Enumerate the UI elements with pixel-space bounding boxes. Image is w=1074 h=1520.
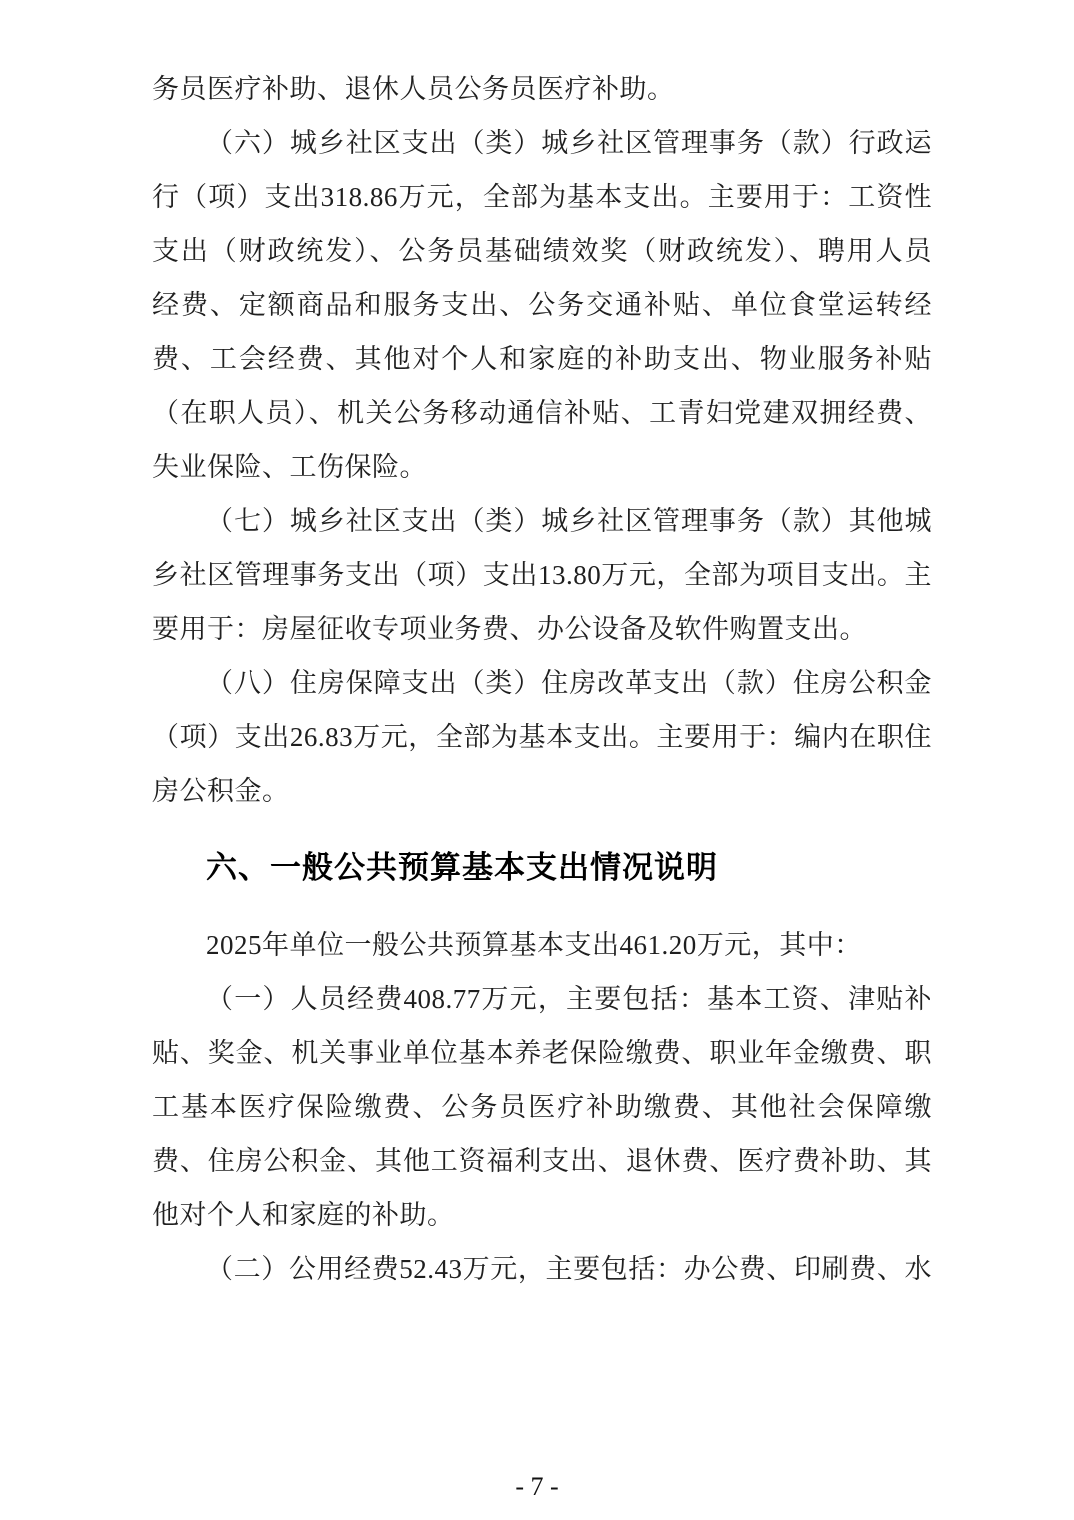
text-line: 贴、奖金、机关事业单位基本养老保险缴费、职业年金缴费、职 <box>152 1038 932 1068</box>
text-line: 2025年单位一般公共预算基本支出461.20万元，其中： <box>206 930 862 960</box>
text-line: 务员医疗补助、退休人员公务员医疗补助。 <box>152 74 675 104</box>
text-line: （六）城乡社区支出（类）城乡社区管理事务（款）行政运 <box>206 128 932 158</box>
text-line: （二）公用经费52.43万元，主要包括：办公费、印刷费、水 <box>206 1254 932 1284</box>
page-number: - 7 - <box>515 1472 559 1501</box>
section-heading: 六、一般公共预算基本支出情况说明 <box>206 850 718 885</box>
text-line: （八）住房保障支出（类）住房改革支出（款）住房公积金 <box>206 668 932 698</box>
paragraph <box>152 116 932 494</box>
paragraph <box>152 494 932 656</box>
text-line: （项）支出26.83万元，全部为基本支出。主要用于：编内在职住 <box>152 722 932 752</box>
paragraph <box>152 656 932 818</box>
text-line: 要用于：房屋征收专项业务费、办公设备及软件购置支出。 <box>152 614 867 644</box>
paragraph <box>152 918 932 972</box>
text-line: 支出（财政统发）、公务员基础绩效奖（财政统发）、聘用人员 <box>152 236 932 266</box>
text-line: （在职人员）、机关公务移动通信补贴、工青妇党建双拥经费、 <box>152 398 932 428</box>
text-line: （七）城乡社区支出（类）城乡社区管理事务（款）其他城 <box>206 506 932 536</box>
text-line: 工基本医疗保险缴费、公务员医疗补助缴费、其他社会保障缴 <box>152 1092 932 1122</box>
page-body <box>152 62 932 1296</box>
text-line: 费、工会经费、其他对个人和家庭的补助支出、物业服务补贴 <box>152 344 932 374</box>
text-line: 行（项）支出318.86万元，全部为基本支出。主要用于：工资性 <box>152 182 932 212</box>
text-line: 经费、定额商品和服务支出、公务交通补贴、单位食堂运转经 <box>152 290 932 320</box>
text-line: 房公积金。 <box>152 776 290 806</box>
text-line: （一）人员经费408.77万元，主要包括：基本工资、津贴补 <box>206 984 932 1014</box>
paragraph <box>152 1242 932 1296</box>
paragraph <box>152 972 932 1242</box>
text-line: 乡社区管理事务支出（项）支出13.80万元，全部为项目支出。主 <box>152 560 932 590</box>
paragraph <box>152 62 932 116</box>
text-line: 他对个人和家庭的补助。 <box>152 1200 455 1230</box>
text-line: 失业保险、工伤保险。 <box>152 452 427 482</box>
page-footer <box>0 1472 1074 1502</box>
text-line: 费、住房公积金、其他工资福利支出、退休费、医疗费补助、其 <box>152 1146 932 1176</box>
